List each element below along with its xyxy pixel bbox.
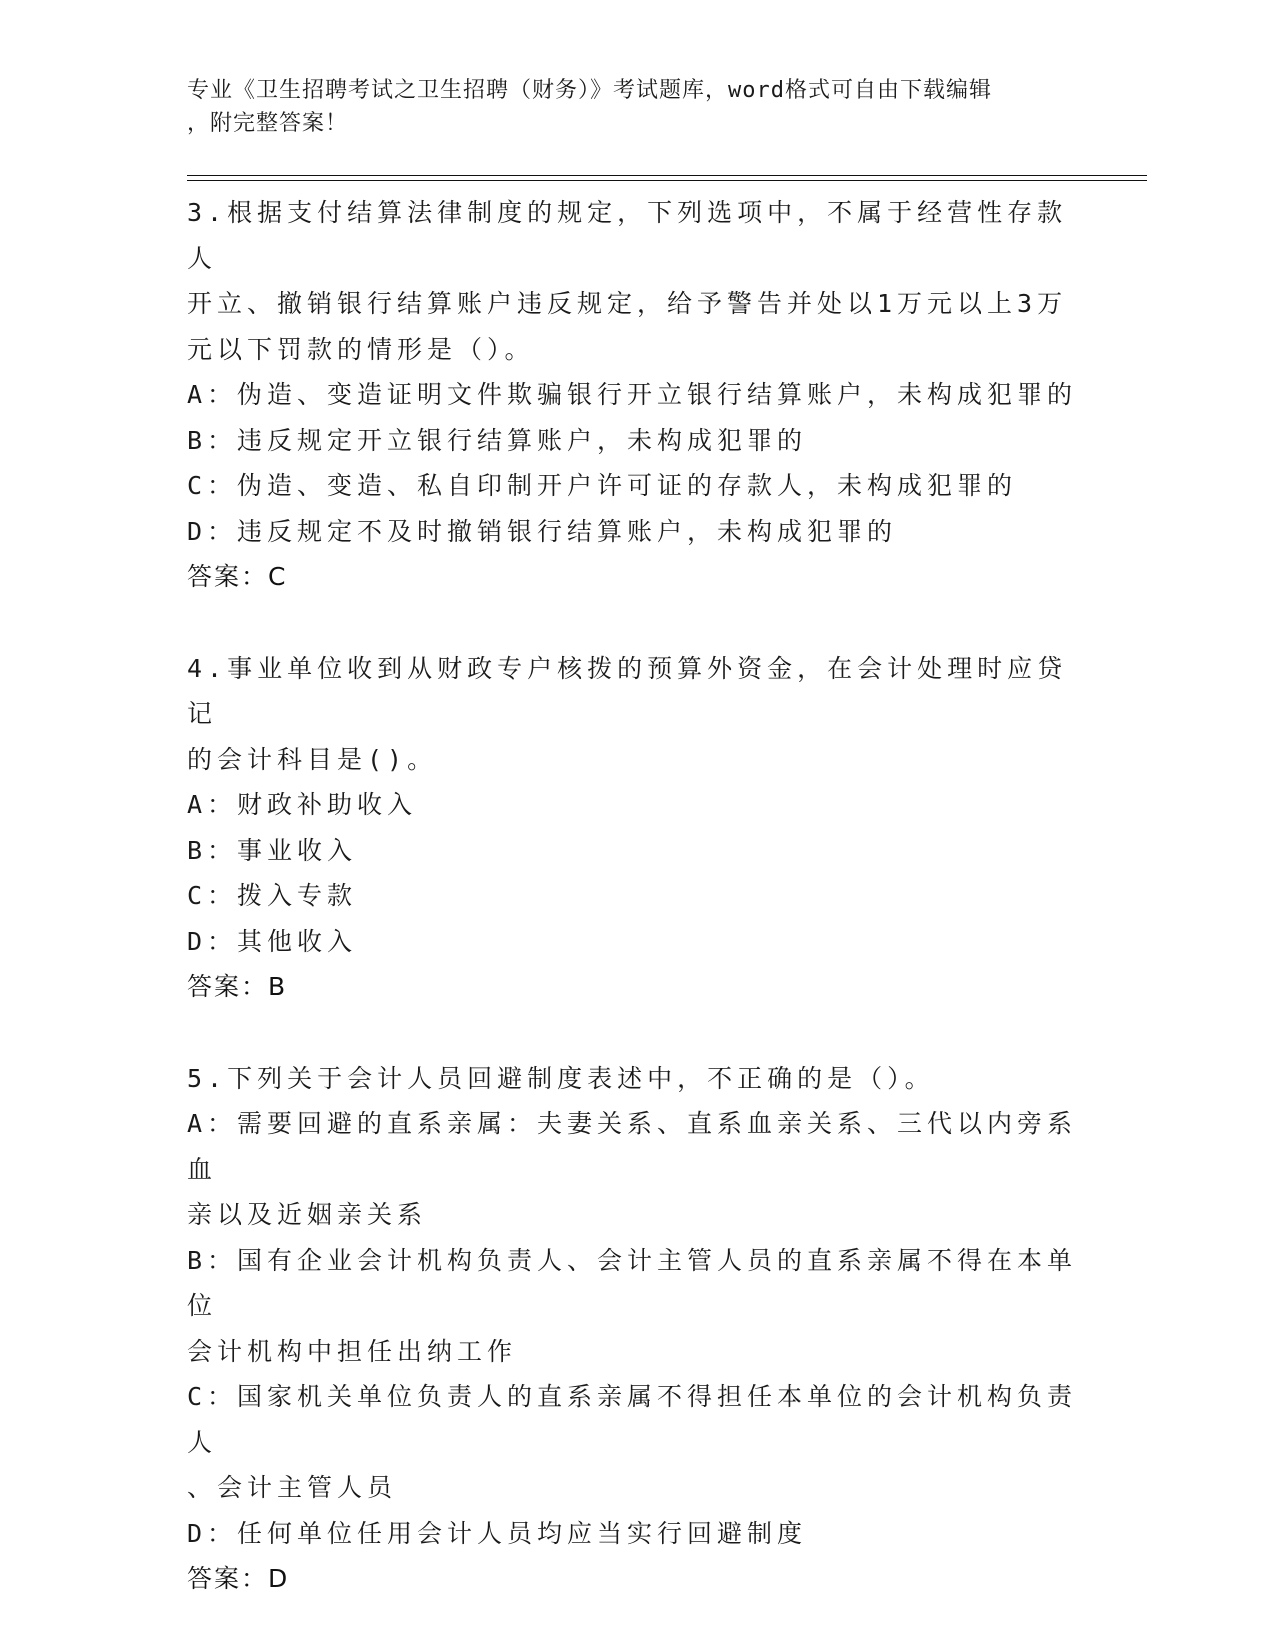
option-a: A：伪造、变造证明文件欺骗银行开立银行结算账户，未构成犯罪的 bbox=[187, 380, 1078, 409]
question-block bbox=[187, 646, 1087, 1010]
option-d: D：其他收入 bbox=[187, 926, 358, 956]
option-c-continued: 、会计主管人员 bbox=[187, 1473, 398, 1502]
question-block bbox=[187, 1056, 1087, 1602]
option-b-continued: 会计机构中担任出纳工作 bbox=[187, 1336, 518, 1366]
question-stem-line: 元以下罚款的情形是（）。 bbox=[187, 334, 535, 364]
question-stem-line: 开立、撤销银行结算账户违反规定，给予警告并处以1万元以上3万 bbox=[187, 289, 1068, 318]
option-a-continued: 亲以及近姻亲关系 bbox=[187, 1200, 428, 1229]
question-stem-line: 3.根据支付结算法律制度的规定，下列选项中，不属于经营性存款人 bbox=[187, 198, 1068, 273]
question-stem-line: 5.下列关于会计人员回避制度表述中，不正确的是（）。 bbox=[187, 1063, 935, 1093]
answer-line: 答案：C bbox=[187, 562, 288, 591]
header-title-line-2: ，附完整答案！ bbox=[187, 111, 349, 136]
option-a: A：需要回避的直系亲属：夫妻关系、直系血亲关系、三代以内旁系血 bbox=[187, 1109, 1078, 1184]
answer-line: 答案：D bbox=[187, 1564, 290, 1593]
option-b: B：违反规定开立银行结算账户，未构成犯罪的 bbox=[187, 425, 808, 455]
header-divider-bottom bbox=[187, 180, 1147, 181]
option-b: B：国有企业会计机构负责人、会计主管人员的直系亲属不得在本单位 bbox=[187, 1245, 1078, 1320]
option-c: C：国家机关单位负责人的直系亲属不得担任本单位的会计机构负责人 bbox=[187, 1382, 1078, 1457]
option-d: D：违反规定不及时撤销银行结算账户，未构成犯罪的 bbox=[187, 516, 898, 546]
option-c: C：伪造、变造、私自印制开户许可证的存款人，未构成犯罪的 bbox=[187, 471, 1018, 500]
question-stem-line: 的会计科目是()。 bbox=[187, 744, 438, 774]
option-c: C：拨入专款 bbox=[187, 881, 358, 910]
question-list bbox=[187, 190, 1087, 1648]
header-title-line-1: 专业《卫生招聘考试之卫生招聘（财务）》考试题库，word格式可自由下载编辑 bbox=[187, 78, 992, 103]
option-a: A：财政补助收入 bbox=[187, 790, 418, 819]
answer-line: 答案：B bbox=[187, 972, 288, 1001]
question-stem-line: 4.事业单位收到从财政专户核拨的预算外资金，在会计处理时应贷记 bbox=[187, 653, 1068, 728]
header-divider-top bbox=[187, 175, 1147, 176]
question-block bbox=[187, 190, 1087, 600]
option-b: B：事业收入 bbox=[187, 835, 358, 865]
document-header bbox=[187, 74, 1067, 140]
option-d: D：任何单位任用会计人员均应当实行回避制度 bbox=[187, 1518, 808, 1548]
